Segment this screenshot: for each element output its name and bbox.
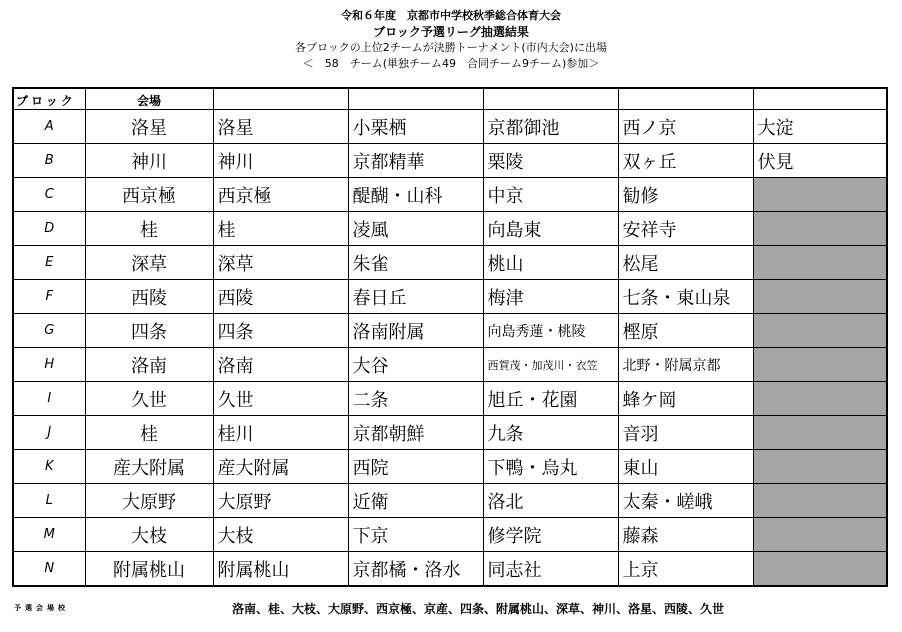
team-cell: 洛星 — [213, 110, 348, 144]
venue-cell: 大原野 — [85, 484, 213, 518]
empty-slot — [753, 552, 887, 587]
block-letter: J — [13, 416, 85, 450]
team-cell: 松尾 — [618, 246, 753, 280]
team-cell: 大淀 — [753, 110, 887, 144]
qualification-note: 各ブロックの上位2チームが決勝トーナメント(市内大会)に出場 — [295, 41, 607, 54]
team-cell: 京都橘・洛水 — [348, 552, 483, 587]
team-cell: 深草 — [213, 246, 348, 280]
venue-cell: 西京極 — [85, 178, 213, 212]
team-cell: 桂川 — [213, 416, 348, 450]
team-cell: 洛南附属 — [348, 314, 483, 348]
block-letter: H — [13, 348, 85, 382]
empty-slot — [753, 450, 887, 484]
empty-slot — [753, 348, 887, 382]
block-letter: F — [13, 280, 85, 314]
team-cell: 西ノ京 — [618, 110, 753, 144]
table-row — [13, 518, 887, 552]
team-cell: 修学院 — [483, 518, 618, 552]
team-cell: 近衛 — [348, 484, 483, 518]
team-cell: 太秦・嵯峨 — [618, 484, 753, 518]
venue-cell: 久世 — [85, 382, 213, 416]
block-letter: K — [13, 450, 85, 484]
venue-cell: 洛南 — [85, 348, 213, 382]
table-header-row — [13, 88, 887, 110]
block-letter: E — [13, 246, 85, 280]
team-cell: 梅津 — [483, 280, 618, 314]
empty-slot — [753, 178, 887, 212]
team-cell: 洛北 — [483, 484, 618, 518]
venue-cell: 大枝 — [85, 518, 213, 552]
venue-cell: 深草 — [85, 246, 213, 280]
team-cell: 九条 — [483, 416, 618, 450]
team-cell: 京都精華 — [348, 144, 483, 178]
block-letter: L — [13, 484, 85, 518]
team-cell: 上京 — [618, 552, 753, 587]
block-letter: C — [13, 178, 85, 212]
footer — [14, 600, 894, 616]
team-cell: 神川 — [213, 144, 348, 178]
team-cell: 小栗栖 — [348, 110, 483, 144]
team-cell: 勧修 — [618, 178, 753, 212]
table-row — [13, 314, 887, 348]
table-row — [13, 416, 887, 450]
team-cell: 凌風 — [348, 212, 483, 246]
team-cell: 産大附属 — [213, 450, 348, 484]
team-cell: 北野・附属京都 — [618, 348, 753, 382]
table-row — [13, 178, 887, 212]
team-cell: 蜂ケ岡 — [618, 382, 753, 416]
team-cell: 桃山 — [483, 246, 618, 280]
venue-cell: 桂 — [85, 212, 213, 246]
table-row — [13, 212, 887, 246]
empty-slot — [753, 246, 887, 280]
team-cell: 醍醐・山科 — [348, 178, 483, 212]
participation-note: ＜ 58 チーム(単独チーム49 合同チーム9チーム)参加＞ — [302, 57, 600, 70]
team-cell: 西京極 — [213, 178, 348, 212]
team-cell: 京都御池 — [483, 110, 618, 144]
venue-cell: 産大附属 — [85, 450, 213, 484]
block-draw-table — [12, 87, 888, 587]
block-letter: B — [13, 144, 85, 178]
team-cell: 音羽 — [618, 416, 753, 450]
team-cell: 七条・東山泉 — [618, 280, 753, 314]
block-letter: I — [13, 382, 85, 416]
block-letter: G — [13, 314, 85, 348]
column-header-empty — [618, 88, 753, 110]
block-letter: N — [13, 552, 85, 587]
column-header-empty — [348, 88, 483, 110]
team-cell: 大原野 — [213, 484, 348, 518]
team-cell: 久世 — [213, 382, 348, 416]
column-header-empty — [753, 88, 887, 110]
empty-slot — [753, 416, 887, 450]
table-row — [13, 246, 887, 280]
team-cell: 朱雀 — [348, 246, 483, 280]
table-row — [13, 280, 887, 314]
team-cell: 西賀茂・加茂川・衣笠 — [483, 348, 618, 382]
table-row — [13, 552, 887, 587]
team-cell: 伏見 — [753, 144, 887, 178]
table-row — [13, 450, 887, 484]
team-cell: 向島秀蓮・桃陵 — [483, 314, 618, 348]
team-cell: 四条 — [213, 314, 348, 348]
team-cell: 洛南 — [213, 348, 348, 382]
empty-slot — [753, 280, 887, 314]
team-cell: 旭丘・花園 — [483, 382, 618, 416]
draw-results-title: ブロック予選リーグ抽選結果 — [373, 25, 529, 39]
venue-schools-list: 洛南、桂、大枝、大原野、西京極、京産、四条、附属桃山、深草、神川、洛星、西陵、久世 — [232, 602, 725, 616]
block-letter: M — [13, 518, 85, 552]
block-letter: D — [13, 212, 85, 246]
team-cell: 藤森 — [618, 518, 753, 552]
table-row — [13, 348, 887, 382]
team-cell: 附属桃山 — [213, 552, 348, 587]
footer-label: 予選会場校 — [14, 604, 69, 612]
team-cell: 東山 — [618, 450, 753, 484]
venue-cell: 附属桃山 — [85, 552, 213, 587]
team-cell: 京都朝鮮 — [348, 416, 483, 450]
team-cell: 下鴨・烏丸 — [483, 450, 618, 484]
team-cell: 栗陵 — [483, 144, 618, 178]
team-cell: 安祥寺 — [618, 212, 753, 246]
column-header-venue: 会場 — [85, 88, 213, 110]
venue-cell: 洛星 — [85, 110, 213, 144]
team-cell: 西陵 — [213, 280, 348, 314]
team-cell: 双ヶ丘 — [618, 144, 753, 178]
column-header-empty — [213, 88, 348, 110]
empty-slot — [753, 382, 887, 416]
team-cell: 下京 — [348, 518, 483, 552]
table-row — [13, 110, 887, 144]
team-cell: 中京 — [483, 178, 618, 212]
venue-cell: 桂 — [85, 416, 213, 450]
tournament-title: 令和６年度 京都市中学校秋季総合体育大会 — [341, 9, 561, 22]
team-cell: 大枝 — [213, 518, 348, 552]
column-header-empty — [483, 88, 618, 110]
team-cell: 二条 — [348, 382, 483, 416]
block-letter: A — [13, 110, 85, 144]
team-cell: 西院 — [348, 450, 483, 484]
table-row — [13, 144, 887, 178]
column-header-block: ブロック — [13, 88, 85, 110]
document-header — [0, 8, 902, 72]
empty-slot — [753, 314, 887, 348]
venue-cell: 神川 — [85, 144, 213, 178]
team-cell: 春日丘 — [348, 280, 483, 314]
team-cell: 桂 — [213, 212, 348, 246]
empty-slot — [753, 212, 887, 246]
table-row — [13, 382, 887, 416]
venue-cell: 四条 — [85, 314, 213, 348]
empty-slot — [753, 484, 887, 518]
team-cell: 向島東 — [483, 212, 618, 246]
team-cell: 大谷 — [348, 348, 483, 382]
team-cell: 樫原 — [618, 314, 753, 348]
empty-slot — [753, 518, 887, 552]
venue-cell: 西陵 — [85, 280, 213, 314]
table-row — [13, 484, 887, 518]
team-cell: 同志社 — [483, 552, 618, 587]
